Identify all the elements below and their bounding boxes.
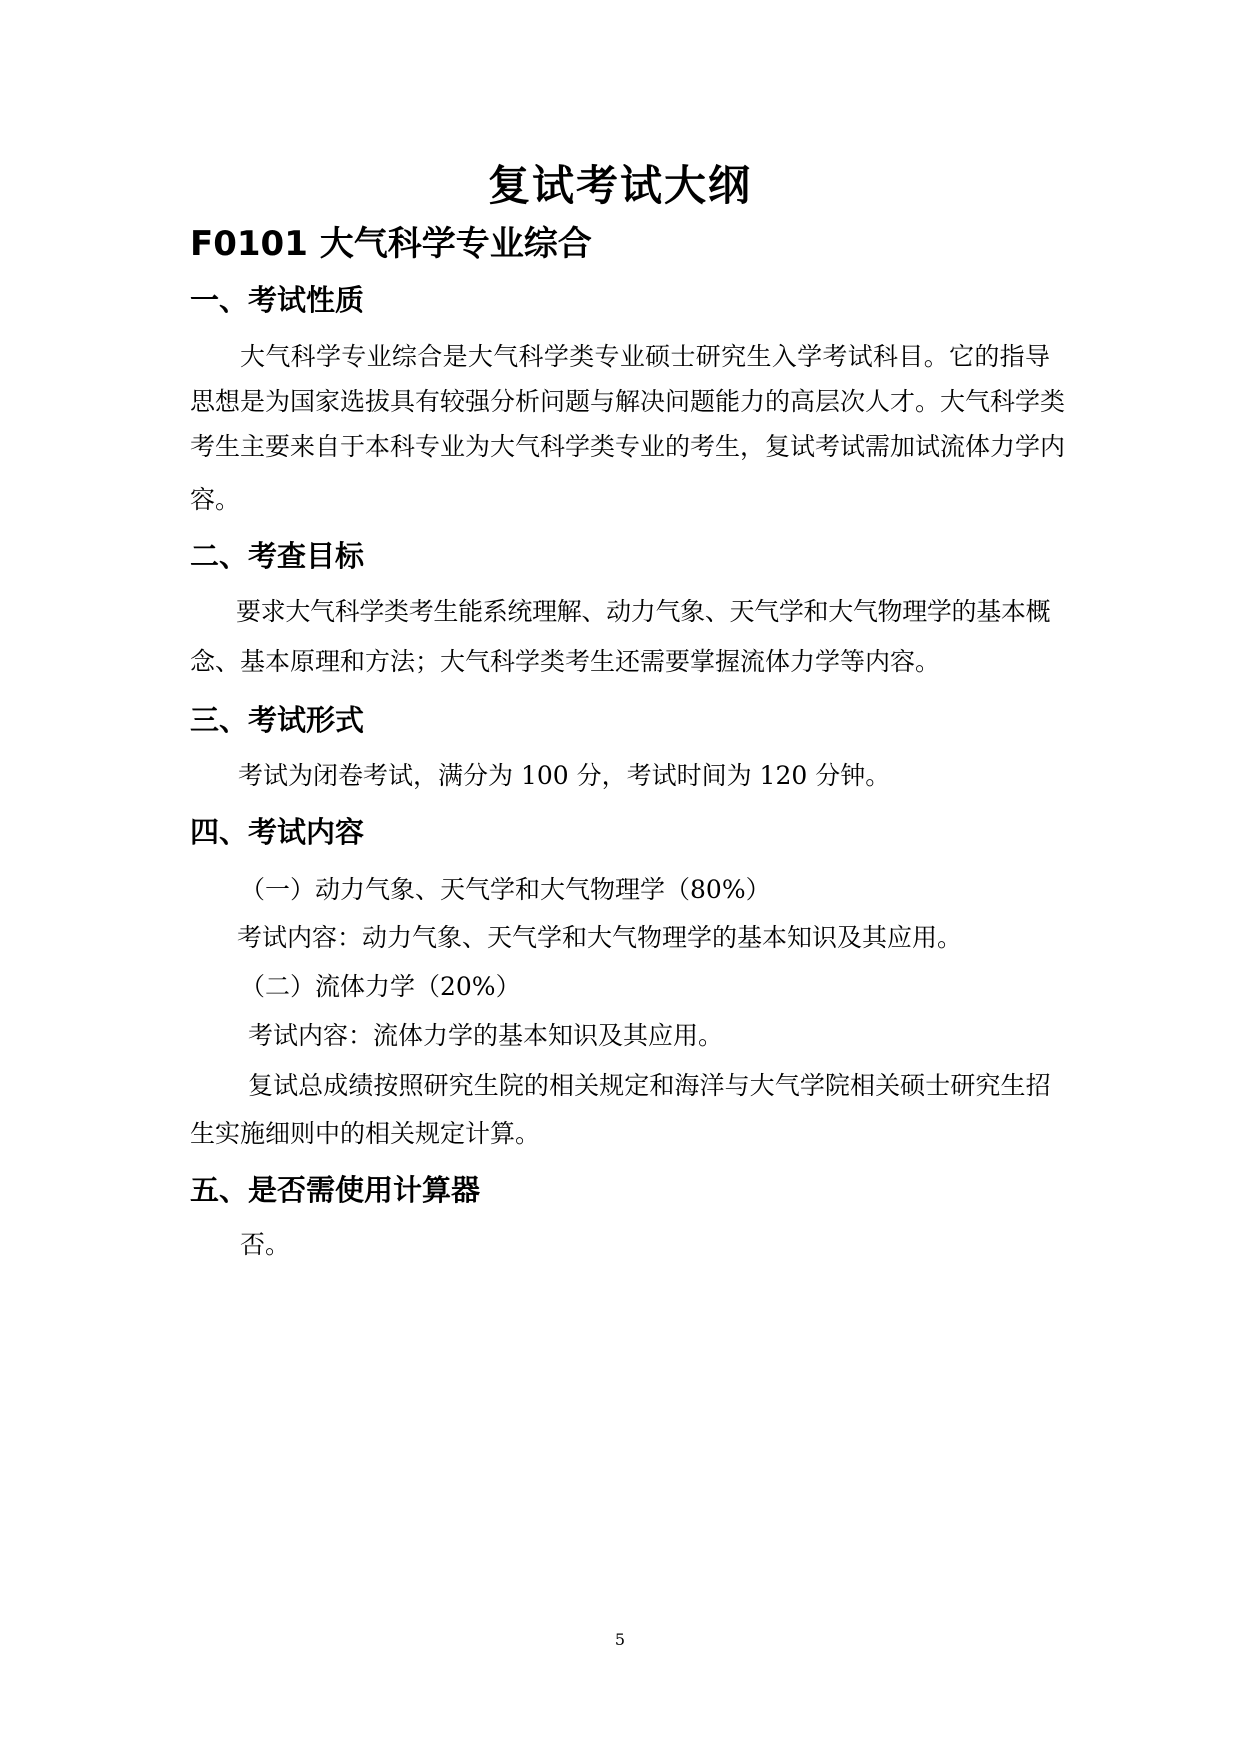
body-line: 念、基本原理和方法；大气科学类考生还需要掌握流体力学等内容。 <box>190 647 941 676</box>
body-line: 大气科学专业综合是大气科学类专业硕士研究生入学考试科目。它的指导 <box>240 342 1050 371</box>
body-line: 要求大气科学类考生能系统理解、动力气象、天气学和大气物理学的基本概 <box>236 597 1050 626</box>
subject-heading: F0101 大气科学专业综合 <box>190 224 592 264</box>
subsection-item: （一）动力气象、天气学和大气物理学（80%） <box>240 875 771 904</box>
body-line: 思想是为国家选拔具有较强分析问题与解决问题能力的高层次人才。大气科学类 <box>190 387 1066 416</box>
body-line: 考试内容：动力气象、天气学和大气物理学的基本知识及其应用。 <box>237 923 963 952</box>
body-line: 考生主要来自于本科专业为大气科学类专业的考生，复试考试需加试流体力学内 <box>190 432 1066 461</box>
body-line: 复试总成绩按照研究生院的相关规定和海洋与大气学院相关硕士研究生招 <box>248 1071 1050 1100</box>
section-heading-calculator: 五、是否需使用计算器 <box>190 1173 481 1207</box>
section-heading-objectives: 二、考查目标 <box>190 539 365 573</box>
body-line: 生实施细则中的相关规定计算。 <box>190 1119 541 1148</box>
document-title: 复试考试大纲 <box>487 161 752 210</box>
subsection-item: （二）流体力学（20%） <box>240 972 521 1001</box>
section-heading-content: 四、考试内容 <box>190 815 365 849</box>
section-heading-format: 三、考试形式 <box>190 703 365 737</box>
body-line: 容。 <box>190 485 241 514</box>
body-line: 否。 <box>240 1230 291 1259</box>
page-number: 5 <box>614 1630 626 1649</box>
body-line: 考试为闭卷考试，满分为 100 分，考试时间为 120 分钟。 <box>238 761 891 790</box>
section-heading-nature: 一、考试性质 <box>190 283 365 317</box>
body-line: 考试内容：流体力学的基本知识及其应用。 <box>248 1021 724 1050</box>
